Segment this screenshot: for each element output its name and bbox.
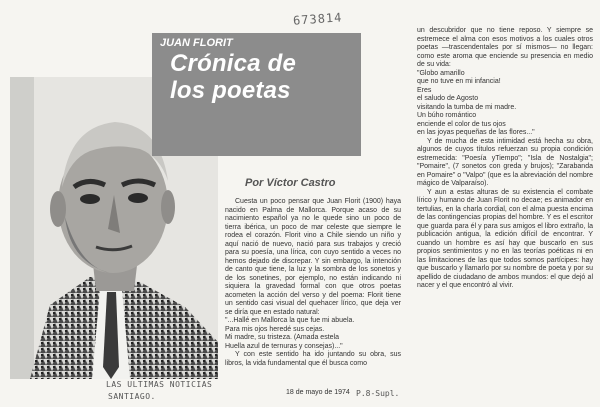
handwritten-source-name: LAS ULTIMAS NOTICIAS [106, 380, 213, 389]
article-column-right [417, 27, 593, 291]
verse-line: Eres [417, 86, 432, 94]
author-label: JUAN FLORIT [160, 37, 233, 49]
verse-line: que no tuve en mi infancia! [417, 78, 501, 85]
paragraph: Y con este sentido ha ido juntando su obra, sus libros, la vida fundamental que él busca como [225, 351, 401, 367]
paragraph: Y de mucha de esta intimidad está hecha su obra, algunos de cuyos títulos refuerzan su propia condición estremecida: "Poesía yTiempo"; "Isla de Nostalgia"; "Pomaire", (7 sonetos con greda y brujos); "Zarabanda en Pomaire" o "Valpo" (que es la abreviación del nombre mágico de Valparaíso). [417, 137, 593, 187]
verse-line: Huella azul de ternuras y consejas)..." [225, 342, 343, 350]
article-title [170, 50, 360, 104]
verse-line: "...Hallé en Mallorca la que fue mi abuela. [225, 317, 355, 324]
byline: Por Víctor Castro [245, 177, 336, 189]
handwritten-source-city: SANTIAGO. [108, 392, 156, 401]
paragraph: Cuesta un poco pensar que Juan Florit (1900) haya nacido en Palma de Mallorca. Porque acaso de su nacimiento español ya no le quede sino un poco de tierra ibérica, un poco de mar celeste que siempre le rodea el corazón. Florit vino a Chile siendo un niño y aquí nació de nuevo, nació para sus trabajos y creció para su poesía, una lírica, con cuyo sentido a veces no hemos dejado de discrepar. Y sin embargo, la intención de canto que tiene, la luz y la sombra de los sonetos y de los sonetines, por ejemplo, no están indicando ni siquiera la gravedad formal con que otros poetas acometen la acción del verso y del poema: Florit tiene un sentido casi visual del quehacer lírico, que deja ver se diría que en estado natural: [225, 198, 401, 316]
verse-line: Para mis ojos heredé sus cejas. [225, 325, 325, 333]
handwritten-page-reference: P.8-Supl. [356, 389, 400, 398]
handwritten-reference-number: 673814 [292, 10, 343, 28]
article-column-left [225, 198, 401, 368]
verse-line: el saludo de Agosto [417, 95, 479, 102]
verse-line: en las joyas pequeñas de las flores..." [417, 129, 535, 136]
title-line-2: los poetas [170, 77, 291, 104]
verse-line: visitando la tumba de mi madre. [417, 103, 517, 111]
verse-line: Un búho romántico [417, 112, 477, 119]
title-line-1: Crónica de [170, 50, 297, 77]
verse-line: Mi madre, su tristeza. (Amada estela [225, 334, 339, 341]
verse-line: "Globo amarillo [417, 69, 465, 77]
paragraph: un descubridor que no tiene reposo. Y siempre se estremece el alma con esos motivos a los cuales otros poetas —trascendentales por sí mismos— no llegan: como este aroma que enciende su presencia en medio de su vida: [417, 27, 593, 68]
publication-date: 18 de mayo de 1974 [286, 389, 350, 396]
paragraph: Y aun a estas alturas de su existencia el combate lírico y humano de Juan Florit no decae; es animador en tertulias, en la charla cordial, con el alma puesta encima de las contingencias propias del hombre. Y es el escritor que guarda para él y para sus amigos el libro extraño, la publicación antigua, la edición difícil de encontrar. Y cuando un hombre es así hay que buscarlo en sus propios sentimientos y no en las teorías poéticas ni en las limitaciones de las que todos somos partícipes: hay que buscarlo y llamarlo por su nombre de poeta y por su apellido de ciudadano de ambos mundos: el que dejó al nacer y el que encontró al vivir. [417, 188, 593, 289]
verse-line: enciende el color de tus ojos [417, 120, 506, 128]
